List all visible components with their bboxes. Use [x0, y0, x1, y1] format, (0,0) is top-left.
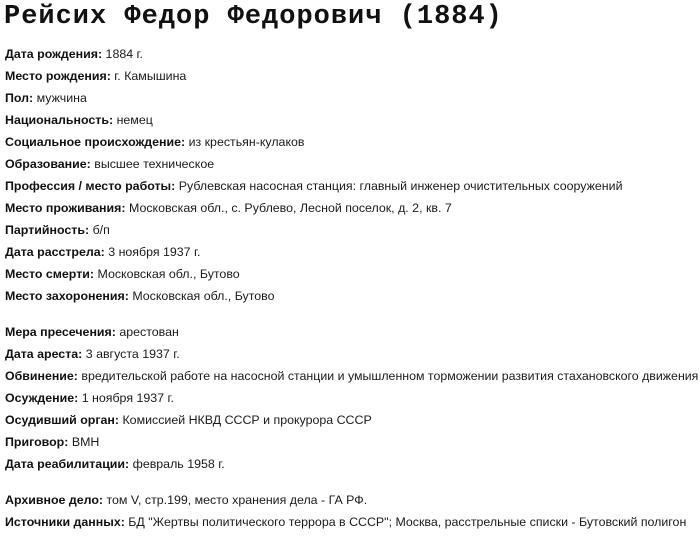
- field-value: Рублевская насосная станция: главный инженер очистительных сооружений: [178, 179, 623, 193]
- field-label: Партийность:: [5, 223, 90, 237]
- field-label: Место рождения:: [5, 69, 111, 83]
- field-value: вредительской работе на насосной станции и умышленном торможении развития стахановского движения: [81, 369, 699, 383]
- field-value: том V, стр.199, место хранения дела - ГА РФ.: [106, 493, 368, 507]
- field-label: Место проживания:: [5, 201, 126, 215]
- field-value: арестован: [119, 325, 179, 339]
- party-row: [5, 222, 110, 238]
- field-value: Комиссией НКВД СССР и прокурора СССР: [122, 413, 372, 427]
- residence-row: [5, 200, 452, 216]
- field-value: немец: [116, 113, 153, 127]
- conviction-row: [5, 390, 174, 406]
- field-value: из крестьян-кулаков: [188, 135, 305, 149]
- execution-date-row: [5, 244, 200, 260]
- burial-place-row: [5, 288, 275, 304]
- field-value: 3 ноября 1937 г.: [108, 245, 201, 259]
- field-label: Пол:: [5, 91, 34, 105]
- field-label: Профессия / место работы:: [5, 179, 176, 193]
- page-title: Рейсих Федор Федорович (1884): [4, 2, 503, 32]
- field-label: Осудивший орган:: [5, 413, 120, 427]
- court-row: [5, 412, 372, 428]
- field-label: Национальность:: [5, 113, 114, 127]
- field-value: Московская обл., с. Рублево, Лесной поселок, д. 2, кв. 7: [128, 201, 452, 215]
- field-label: Дата рождения:: [5, 47, 103, 61]
- field-label: Мера пресечения:: [5, 325, 116, 339]
- field-label: Место захоронения:: [5, 289, 129, 303]
- field-label: Источники данных:: [5, 515, 125, 529]
- field-value: 1 ноября 1937 г.: [81, 391, 174, 405]
- field-label: Обвинение:: [5, 369, 78, 383]
- field-label: Дата реабилитации:: [5, 457, 130, 471]
- field-value: февраль 1958 г.: [132, 457, 225, 471]
- field-label: Архивное дело:: [5, 493, 104, 507]
- field-value: 3 августа 1937 г.: [85, 347, 180, 361]
- education-row: [5, 156, 214, 172]
- nationality-row: [5, 112, 153, 128]
- occupation-row: [5, 178, 623, 194]
- field-value: Московская обл., Бутово: [132, 289, 275, 303]
- death-place-row: [5, 266, 240, 282]
- restraint-row: [5, 324, 179, 340]
- sex-row: [5, 90, 87, 106]
- field-label: Образование:: [5, 157, 91, 171]
- field-value: БД "Жертвы политического террора в СССР"; Москва, расстрельные списки - Бутовский полигон: [128, 515, 687, 529]
- field-value: 1884 г.: [105, 47, 144, 61]
- rehabilitation-row: [5, 456, 225, 472]
- field-label: Место смерти:: [5, 267, 95, 281]
- charge-row: [5, 368, 698, 384]
- field-label: Приговор:: [5, 435, 69, 449]
- social-origin-row: [5, 134, 304, 150]
- field-label: Дата ареста:: [5, 347, 83, 361]
- field-label: Социальное происхождение:: [5, 135, 186, 149]
- field-value: г. Камышина: [114, 69, 187, 83]
- field-value: б/п: [92, 223, 110, 237]
- field-value: мужчина: [36, 91, 87, 105]
- field-label: Осуждение:: [5, 391, 79, 405]
- sentence-row: [5, 434, 99, 450]
- birth-date-row: [5, 46, 143, 62]
- archive-row: [5, 492, 367, 508]
- sources-row: [5, 514, 686, 530]
- arrest-date-row: [5, 346, 180, 362]
- field-value: высшее техническое: [94, 157, 215, 171]
- field-value: ВМН: [71, 435, 100, 449]
- birth-place-row: [5, 68, 186, 84]
- field-value: Московская обл., Бутово: [97, 267, 240, 281]
- field-label: Дата расстрела:: [5, 245, 105, 259]
